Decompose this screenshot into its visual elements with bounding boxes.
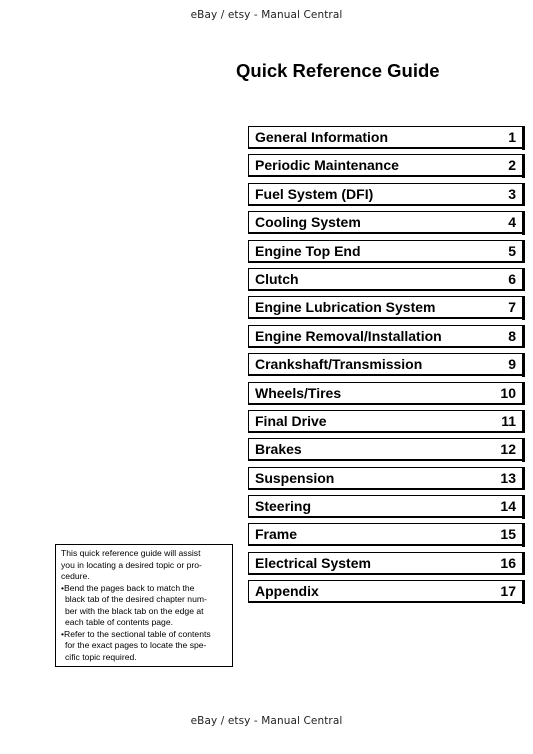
toc-item-label: Fuel System (DFI) [255,185,374,202]
toc-item-label: Cooling System [255,214,361,231]
toc-item-label: Steering [255,498,312,515]
toc-item-engine-removal-installation[interactable] [248,325,524,348]
toc-item-label: Crankshaft/Transmission [255,356,423,373]
note-line: •Bend the pages back to match the [61,582,195,593]
toc-item-number: 17 [500,583,516,600]
toc-item-fuel-system[interactable] [248,183,524,206]
toc-item-number: 14 [500,498,516,515]
toc-item-crankshaft-transmission[interactable] [248,353,524,376]
note-line: cific topic required. [65,651,137,662]
toc-item-frame[interactable] [248,523,524,546]
note-line: each table of contents page. [65,617,173,627]
watermark-header: eBay / etsy - Manual Central [190,9,343,21]
toc-item-number: 2 [508,157,516,174]
toc-item-general-information[interactable] [248,126,524,149]
note-line: black tab of the desired chapter num- [65,594,207,604]
toc-item-label: General Information [255,129,389,145]
toc-item-number: 8 [508,327,516,344]
toc-item-label: Appendix [255,583,319,600]
toc-item-number: 13 [500,469,516,486]
toc-item-engine-lubrication-system[interactable] [248,296,524,319]
toc-item-electrical-system[interactable] [248,552,524,575]
toc-item-number: 7 [508,299,516,316]
toc-item-number: 11 [501,412,516,429]
watermark-footer: eBay / etsy - Manual Central [190,715,343,727]
toc-item-label: Frame [255,526,298,543]
toc-item-steering[interactable] [248,495,524,518]
usage-note-box [55,544,233,667]
toc-item-label: Engine Removal/Installation [255,327,442,344]
toc-item-number: 5 [508,242,516,259]
toc-item-number: 10 [500,384,516,401]
toc-item-brakes[interactable] [248,438,524,461]
toc-item-number: 3 [508,185,516,202]
toc-item-periodic-maintenance[interactable] [248,154,524,177]
toc-item-engine-top-end[interactable] [248,240,524,263]
toc-item-label: Brakes [255,441,302,458]
note-line: for the exact pages to locate the spe- [65,640,207,650]
toc-item-label: Clutch [255,270,299,287]
toc-item-number: 12 [500,441,516,458]
note-line: cedure. [61,571,90,581]
toc-item-number: 4 [508,214,516,231]
toc-item-number: 15 [500,526,516,543]
toc-item-number: 1 [508,129,516,145]
toc-item-number: 6 [508,270,516,287]
toc-item-label: Wheels/Tires [255,384,342,401]
toc-item-final-drive[interactable] [248,410,524,433]
toc-item-label: Final Drive [255,412,327,429]
toc-item-label: Engine Lubrication System [255,299,436,316]
toc-item-cooling-system[interactable] [248,211,524,234]
toc-item-label: Electrical System [255,554,371,571]
toc-item-label: Suspension [255,469,335,486]
toc-item-appendix[interactable] [248,580,524,603]
toc-item-suspension[interactable] [248,467,524,490]
toc-item-number: 9 [508,356,516,373]
note-line: •Refer to the sectional table of contents [61,628,211,639]
page-title: Quick Reference Guide [236,60,440,81]
toc-item-label: Periodic Maintenance [255,157,399,174]
chapter-index [248,126,524,609]
note-line: This quick reference guide will assist [61,548,201,558]
toc-item-clutch[interactable] [248,268,524,291]
toc-item-label: Engine Top End [255,242,361,259]
toc-item-wheels-tires[interactable] [248,382,524,405]
note-line: ber with the black tab on the edge at [65,605,204,616]
toc-item-number: 16 [500,554,516,571]
note-line: you in locating a desired topic or pro- [61,559,202,570]
